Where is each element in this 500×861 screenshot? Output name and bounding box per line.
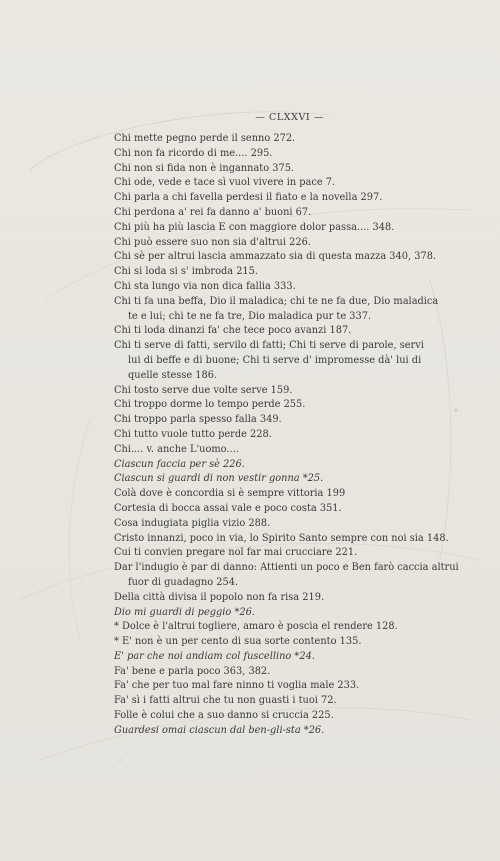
index-entry-continuation: lui di beffe e di buone; Chi ti serve d' impromesse dà' lui di [128, 354, 422, 366]
index-entry: Chi mette pegno perde il senno 272. [114, 133, 296, 144]
index-entry: Chi tosto serve due volte serve 159. [114, 384, 293, 396]
index-entry-continuation: fuor di guadagno 254. [128, 576, 239, 588]
index-entry: Fa' che per tuo mal fare ninno ti voglia male 233. [114, 680, 360, 692]
index-entry: Della città divisa il popolo non fa risa 219. [114, 591, 325, 603]
index-entry-continuation: te e lui; chi te ne fa tre, Dio maladica pur te 337. [128, 310, 372, 322]
index-entry: Chi sta lungo via non dica fallia 333. [114, 280, 296, 292]
index-entry: E' par che noi andiam col fuscellino *24. [114, 650, 315, 662]
index-entry: Chi ode, vede e tace sì vuol vivere in pace 7. [114, 177, 336, 189]
proverb-index-list [114, 132, 474, 739]
index-entry: Chi.... v. anche L'uomo.... [114, 443, 239, 455]
index-entry: Chi troppo dorme lo tempo perde 255. [114, 399, 306, 411]
index-entry: Cristo innanzi, poco in via, lo Spirito Santo sempre con noi sia 148. [114, 532, 449, 544]
index-entry: * E' non è un per cento di sua sorte contento 135. [114, 636, 362, 648]
index-entry: Fa' bene e parla poco 363, 382. [114, 665, 271, 677]
index-entry: Chi più ha più lascia E con maggiore dolor passa.... 348. [114, 221, 395, 233]
index-entry: Chi troppo parla spesso falla 349. [114, 414, 282, 426]
page-number-header [0, 112, 500, 123]
index-entry: Chi ti loda dinanzi fa' che tece poco avanzi 187. [114, 325, 352, 337]
index-entry: Chi non si fida non è ingannato 375. [114, 162, 295, 174]
index-entry: Ciascun si guardi di non vestir gonna *25. [114, 473, 324, 485]
page-number: — CLXXVI — [255, 112, 324, 123]
index-entry: Chi ti serve di fatti, servilo di fatti; Chi ti serve di parole, servi [114, 340, 424, 352]
index-entry-continuation: quelle stesse 186. [128, 369, 218, 381]
index-entry: Fa' sì i fatti altrui che tu non guasti i tuoi 72. [114, 695, 337, 707]
index-entry: Cosa indugiata piglia vizio 288. [114, 517, 271, 529]
index-entry: Chi tutto vuole tutto perde 228. [114, 428, 272, 440]
index-entry: Chi ti fa una beffa, Dio il maladica; chi te ne fa due, Dio maladica [114, 295, 439, 307]
index-entry: Chi sè per altrui lascia ammazzato sia di questa mazza 340, 378. [114, 251, 437, 263]
index-entry: Guardesi omai ciascun dal ben-gli-sta *26. [114, 724, 325, 736]
index-entry: Ciascun faccia per sè 226. [114, 458, 245, 470]
index-entry: Cui ti convien pregare nol far mai crucciare 221. [114, 547, 358, 559]
index-entry: * Dolce è l'altrui togliere, amaro è poscia el rendere 128. [114, 621, 398, 633]
index-entry: Chi può essere suo non sia d'altrui 226. [114, 236, 311, 248]
index-entry: Dar l'indugio è par di danno: Attienti un poco e Ben farò caccia altrui [114, 562, 459, 574]
index-entry: Chi parla a chi favella perdesi il fiato e la novella 297. [114, 192, 383, 204]
index-entry: Chi si loda si s' imbroda 215. [114, 266, 259, 278]
index-entry: Folle è colui che a suo danno si cruccia 225. [114, 710, 334, 722]
index-entry: Cortesia di bocca assai vale e poco costa 351. [114, 502, 342, 514]
index-entry: Dio mi guardi di peggio *26. [114, 606, 255, 618]
index-entry: Colà dove è concordia si è sempre vittoria 199 [114, 488, 346, 500]
index-entry: Chi perdona a' rei fa danno a' buoni 67. [114, 206, 312, 218]
index-entry: Chi non fa ricordo di me.... 295. [114, 147, 273, 159]
